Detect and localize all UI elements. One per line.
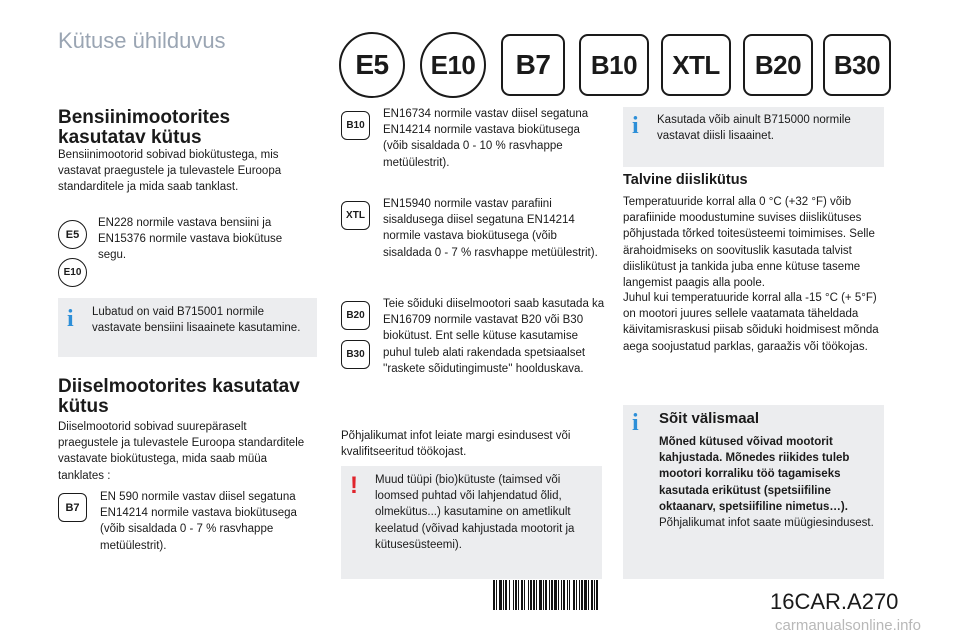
diesel-heading: Diiselmootorites kasutatav kütus xyxy=(58,376,300,417)
barcode-stripe xyxy=(598,580,601,610)
warning-box xyxy=(341,466,602,579)
diesel-badge-b7: B7 xyxy=(58,493,87,522)
watermark: carmanualsonline.info xyxy=(775,617,921,634)
badge-b7: B7 xyxy=(501,34,565,96)
xtl-text: EN15940 normile vastav parafiini sisaldusega diisel segatuna EN14214 normile vastava biokütusega (võib sisaldada 0 - 7 % rasvhappe metüülestrit). xyxy=(383,198,598,259)
header-badges xyxy=(339,34,891,98)
badge-e5: E5 xyxy=(339,32,405,98)
badge-e10: E10 xyxy=(420,32,486,98)
gasoline-intro: Bensiinimootorid sobivad biokütustega, mis vastavat praegustele ja tulevastele Euroopa standarditele ja mida saab tanklast. xyxy=(58,149,282,194)
warning-icon: ! xyxy=(350,472,358,499)
right-info-box xyxy=(623,107,884,167)
abroad-heading: Sõit välismaal xyxy=(659,410,760,427)
reference-code: 16CAR.A270 xyxy=(770,589,899,614)
middle-badge-xtl: XTL xyxy=(341,201,370,230)
diesel-intro: Diiselmootorid sobivad suurepäraselt praegustele ja tulevastele Euroopa standarditele vastavate biokütustega, mida saab müüa tanklates : xyxy=(58,421,305,482)
abroad-bold-text: Mõned kütused võivad mootorit kahjustada. Mõnedes riikides tuleb mootori korraliku töö tagamiseks kasutada erikütust (spetsiifiline oktaanarv, spetsiifiline nimetus…). xyxy=(659,436,850,513)
middle-badge-b30: B30 xyxy=(341,340,370,369)
warning-text: Muud tüüpi (bio)kütuste (taimsed või loomsed puhtad või lahjendatud õlid, olmekütus...) kasutamine on ametlikult keelatud (võivad kahjustada mootorit ja kütusesüsteemi). xyxy=(375,474,575,551)
right-info-text: Kasutada võib ainult B715000 normile vastavat diisli lisaainet. xyxy=(657,114,851,143)
badge-b30: B30 xyxy=(823,34,891,96)
gasoline-e-text: EN228 normile vastava bensiini ja EN15376 normile vastava biokütuse segu. xyxy=(98,217,283,262)
barcode xyxy=(493,580,721,610)
gasoline-heading: Bensiinimootorites kasutatav kütus xyxy=(58,107,231,148)
middle-badge-b20: B20 xyxy=(341,301,370,330)
info-icon: i xyxy=(67,306,74,332)
middle-badge-b10: B10 xyxy=(341,111,370,140)
badge-xtl: XTL xyxy=(661,34,731,96)
gasoline-info-text: Lubatud on vaid B715001 normile vastavate bensiini lisaainete kasutamine. xyxy=(92,306,301,335)
gasoline-badge-e10: E10 xyxy=(58,258,87,287)
badge-b20: B20 xyxy=(743,34,813,96)
more-info-text: Põhjalikumat infot leiate margi esindusest või kvalifitseeritud töökojast. xyxy=(341,430,571,459)
page-title: Kütuse ühilduvus xyxy=(58,28,226,53)
info-icon: i xyxy=(632,410,639,436)
b10-text: EN16734 normile vastav diisel segatuna EN14214 normile vastava biokütusega (võib sisaldada 0 - 10 % rasvhappe metüülestrit). xyxy=(383,108,589,169)
gasoline-badge-e5: E5 xyxy=(58,220,87,249)
winter-text-2: Juhul kui temperatuuride korral alla -15 °C (+ 5°F) on mootori juures sellele vaatamata täheldada käivitamisraskusi piisab sõiduki hoidmisest mõnda aega soojustatud parklas, garaažis või töökojas. xyxy=(623,292,879,353)
diesel-b7-text: EN 590 normile vastav diisel segatuna EN14214 normile vastava biokütusega (võib sisaldada 0 - 7 % rasvhappe metüülestrit). xyxy=(100,491,297,552)
winter-text: Temperatuuride korral alla 0 °C (+32 °F) võib parafiinide moodustumine suvises diislikütuses põhjustada tõrked toitesüsteemi toimimises. Selle ärahoidmiseks on soovituslik kasutada talvist diislikütust ja tankida juba enne kütuse taseme langemist paagis alla poole. xyxy=(623,196,875,290)
badge-b10: B10 xyxy=(579,34,649,96)
info-icon: i xyxy=(632,113,639,139)
abroad-info-box xyxy=(623,405,884,579)
winter-heading: Talvine diislikütus xyxy=(623,172,748,188)
abroad-text: Põhjalikumat infot saate müügiesindusest. xyxy=(659,517,874,529)
b20-b30-text: Teie sõiduki diiselmootori saab kasutada ka EN16709 normile vastavat B20 või B30 biokütust. Ent selle kütuse kasutamise puhul tuleb alati rakendada spetsiaalset ''raskete sõidutingimuste'' hoolduskava. xyxy=(383,298,605,375)
gasoline-info-box xyxy=(58,298,317,357)
